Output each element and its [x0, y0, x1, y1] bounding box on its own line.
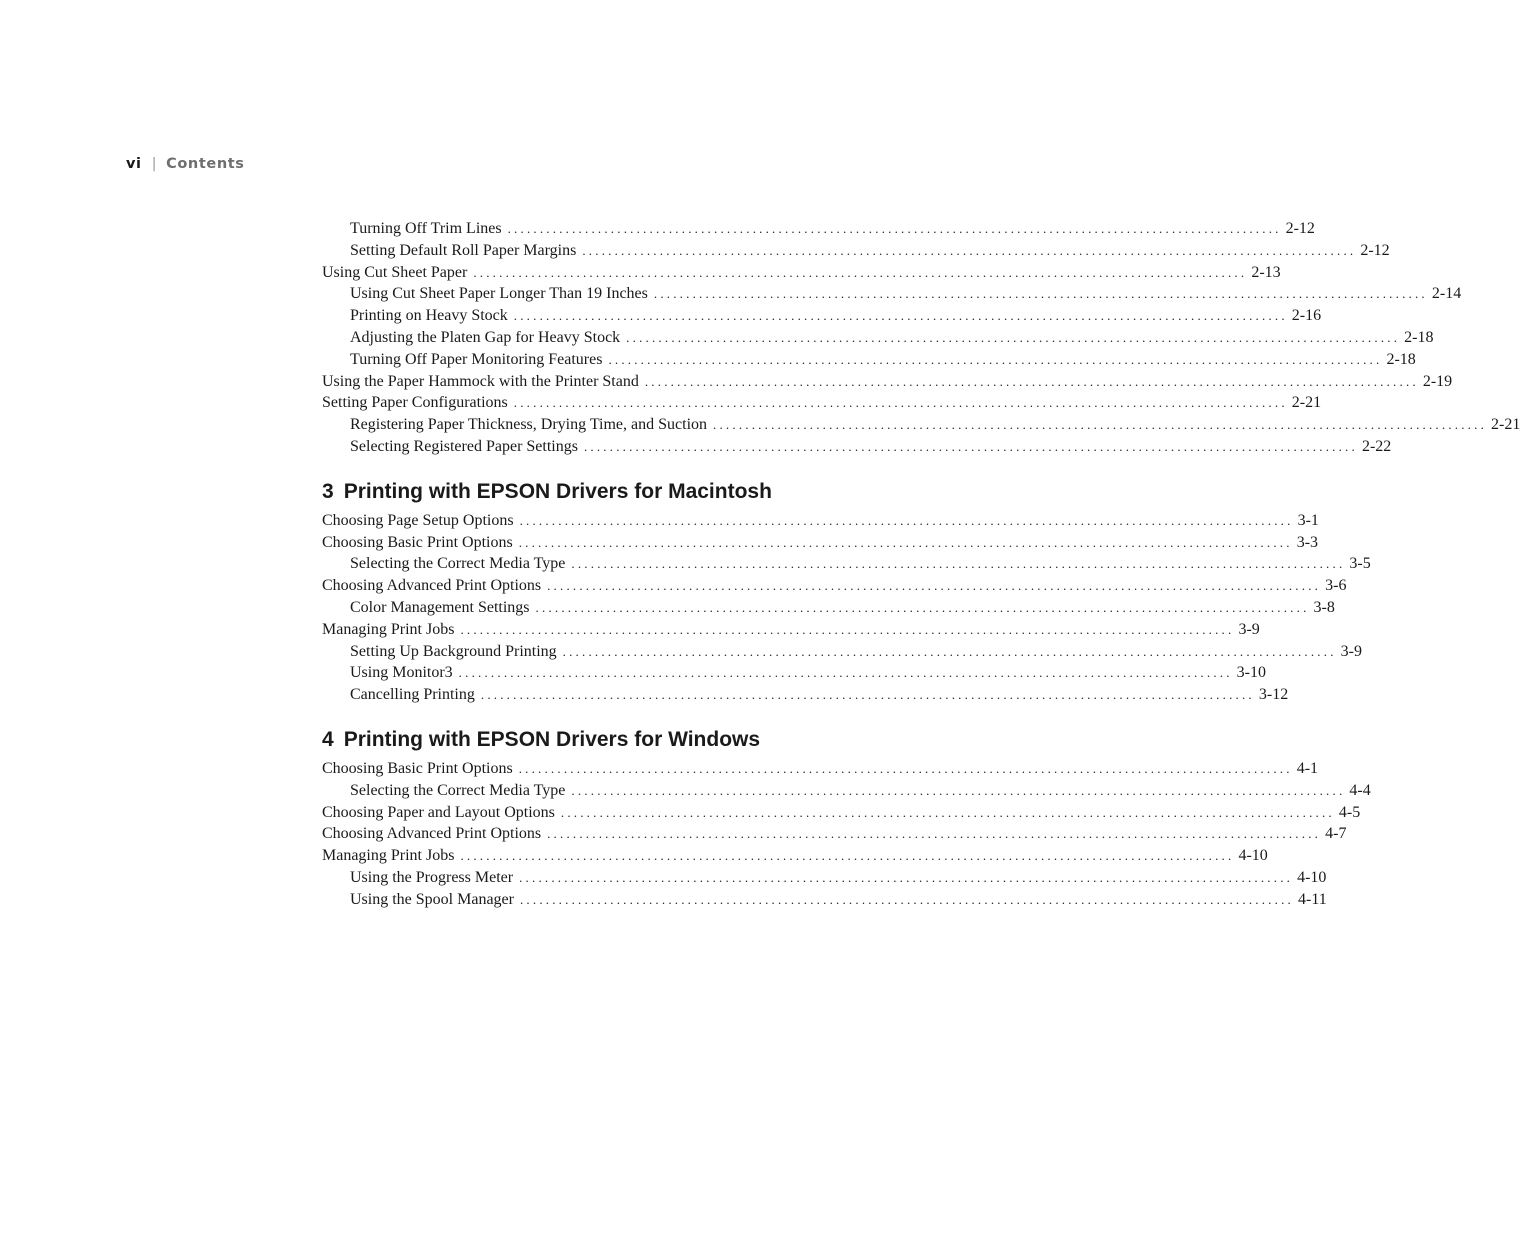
toc-entry-page: 3-12 [1258, 686, 1289, 704]
chapter-heading-4[interactable] [322, 708, 817, 760]
toc-entry[interactable] [322, 577, 1347, 599]
toc-entry-page: 3-5 [1349, 555, 1371, 573]
header-separator: | [151, 156, 158, 172]
dot-leader: ........................................................................................................................ [519, 891, 1294, 907]
running-head [126, 154, 245, 174]
toc-entry-page: 2-19 [1422, 372, 1453, 390]
toc-entry-title: Choosing Page Setup Options [322, 511, 514, 529]
toc-entry-page: 2-12 [1285, 220, 1315, 237]
dot-leader: ........................................................................................................................ [513, 308, 1288, 324]
toc-entry-title: Using the Spool Manager [350, 890, 514, 908]
toc-entry[interactable] [322, 328, 1434, 351]
dot-leader: ........................................................................................................................ [583, 438, 1358, 454]
dot-leader: ........................................................................................................................ [513, 395, 1288, 411]
toc-entry[interactable] [322, 263, 1281, 286]
dot-leader: ........................................................................................................................ [535, 599, 1310, 615]
toc-entry-page: 2-14 [1431, 285, 1462, 303]
section-name: Contents [166, 156, 245, 172]
dot-leader: ........................................................................................................................ [460, 848, 1235, 864]
toc-entry-page: 2-12 [1360, 241, 1390, 259]
toc-entry-title: Setting Paper Configurations [322, 394, 508, 412]
chapter-number: 3 [322, 479, 334, 503]
toc-entry-page: 3-8 [1313, 598, 1335, 616]
dot-leader: ........................................................................................................................ [473, 264, 1248, 280]
toc-entry-page: 2-21 [1291, 394, 1322, 412]
toc-entry-title: Managing Print Jobs [322, 620, 455, 638]
toc-entry[interactable] [322, 664, 1266, 686]
dot-leader: ........................................................................................................................ [713, 417, 1488, 433]
toc-entry-page: 3-1 [1297, 511, 1319, 529]
toc-entry[interactable] [322, 285, 1462, 307]
dot-leader: ........................................................................................................................ [626, 329, 1401, 345]
toc-entry[interactable] [322, 220, 1315, 242]
toc-entry[interactable] [322, 394, 1322, 416]
toc-entry-page: 3-9 [1238, 620, 1260, 638]
toc-entry[interactable] [322, 372, 1453, 395]
toc-entry-title: Using Cut Sheet Paper [322, 263, 468, 281]
toc-entry-title: Using the Paper Hammock with the Printer Stand [322, 372, 639, 390]
toc-entry-title: Setting Default Roll Paper Margins [350, 241, 577, 259]
toc-entry[interactable] [322, 642, 1362, 665]
toc-entry-title: Choosing Basic Print Options [322, 759, 513, 777]
toc-entry[interactable] [322, 686, 1289, 708]
toc-entry-title: Color Management Settings [350, 598, 530, 616]
dot-leader: ........................................................................................................................ [518, 760, 1293, 776]
toc-entry[interactable] [322, 803, 1361, 826]
dot-leader: ........................................................................................................................ [480, 687, 1255, 703]
toc-entry[interactable] [322, 416, 1521, 438]
toc-entry-title: Choosing Advanced Print Options [322, 825, 542, 843]
chapter-title: Printing with EPSON Drivers for Windows [343, 727, 761, 751]
toc-entry-page: 3-10 [1236, 664, 1266, 682]
toc-entry-title: Setting Up Background Printing [350, 642, 557, 660]
toc-entry-page: 3-3 [1296, 533, 1319, 551]
toc-entry[interactable] [322, 350, 1416, 373]
dot-leader: ........................................................................................................................ [562, 643, 1337, 659]
toc-group-chapter-2-continued [322, 220, 1521, 460]
toc-entry-page: 2-13 [1251, 263, 1281, 281]
dot-leader: ........................................................................................................................ [458, 665, 1233, 681]
toc-entry-page: 4-4 [1349, 781, 1371, 799]
toc-entry-title: Managing Print Jobs [322, 847, 455, 865]
toc-entry[interactable] [322, 781, 1371, 804]
toc-entry-page: 2-18 [1386, 350, 1416, 368]
dot-leader: ........................................................................................................................ [571, 556, 1346, 572]
toc-entry[interactable] [322, 759, 1319, 782]
toc-entry-title: Choosing Basic Print Options [322, 533, 513, 551]
toc-entry[interactable] [322, 890, 1327, 913]
toc-entry-page: 4-10 [1297, 868, 1327, 886]
toc-entry-page: 4-7 [1325, 825, 1347, 843]
chapter-number: 4 [322, 727, 334, 751]
toc-entry-title: Cancelling Printing [350, 686, 475, 704]
toc-entry-title: Adjusting the Platen Gap for Heavy Stock [350, 328, 621, 346]
toc-entry-page: 3-6 [1325, 577, 1347, 595]
dot-leader: ........................................................................................................................ [518, 534, 1293, 550]
toc-entry-title: Using Cut Sheet Paper Longer Than 19 Inches [350, 285, 648, 303]
toc-entry-page: 2-16 [1291, 307, 1322, 325]
toc-entry-page: 2-21 [1491, 416, 1521, 434]
toc-entry-title: Selecting the Correct Media Type [350, 781, 566, 799]
toc-group-chapter-3 [322, 511, 1371, 708]
chapter-title: Printing with EPSON Drivers for Macintosh [343, 479, 772, 503]
toc-entry-title: Using the Progress Meter [350, 868, 514, 886]
toc-entry[interactable] [322, 598, 1335, 621]
toc-entry[interactable] [322, 847, 1268, 869]
toc-entry-title: Printing on Heavy Stock [350, 307, 508, 325]
dot-leader: ........................................................................................................................ [653, 286, 1428, 302]
dot-leader: ........................................................................................................................ [547, 826, 1322, 842]
toc-entry[interactable] [322, 437, 1392, 460]
dot-leader: ........................................................................................................................ [519, 512, 1294, 528]
toc-entry[interactable] [322, 620, 1260, 643]
dot-leader: ........................................................................................................................ [582, 242, 1357, 258]
toc-entry[interactable] [322, 825, 1347, 847]
dot-leader: ........................................................................................................................ [507, 221, 1282, 236]
chapter-heading-3[interactable] [322, 460, 817, 512]
toc-entry[interactable] [322, 868, 1327, 891]
toc-entry-page: 4-5 [1338, 803, 1361, 821]
dot-leader: ........................................................................................................................ [571, 782, 1346, 798]
toc-entry[interactable] [322, 241, 1390, 264]
toc-entry-page: 2-22 [1361, 437, 1392, 455]
toc-entry-page: 4-1 [1296, 759, 1319, 777]
toc-entry-page: 4-10 [1238, 847, 1268, 865]
dot-leader: ........................................................................................................................ [560, 804, 1335, 820]
toc-entry-title: Choosing Paper and Layout Options [322, 803, 555, 821]
toc-entry-page: 3-9 [1340, 642, 1362, 660]
toc-entry-title: Registering Paper Thickness, Drying Time, and Suction [350, 416, 708, 434]
page-number: vi [126, 156, 142, 172]
toc-entry[interactable] [322, 533, 1319, 556]
toc-entry-title: Selecting the Correct Media Type [350, 555, 566, 573]
dot-leader: ........................................................................................................................ [460, 621, 1235, 637]
dot-leader: ........................................................................................................................ [608, 351, 1383, 367]
toc-entry-title: Selecting Registered Paper Settings [350, 437, 578, 455]
toc-entry[interactable] [322, 555, 1371, 577]
toc-entry-page: 2-18 [1404, 328, 1434, 346]
toc-entry-title: Using Monitor3 [350, 664, 453, 682]
toc-entry-title: Turning Off Paper Monitoring Features [350, 350, 603, 368]
dot-leader: ........................................................................................................................ [644, 373, 1419, 389]
toc-group-chapter-4 [322, 759, 1371, 913]
dot-leader: ........................................................................................................................ [519, 869, 1294, 885]
toc-entry-title: Choosing Advanced Print Options [322, 577, 542, 595]
toc-entry[interactable] [322, 307, 1322, 329]
dot-leader: ........................................................................................................................ [547, 578, 1322, 594]
toc-entry-page: 4-11 [1297, 890, 1327, 908]
toc-entry[interactable] [322, 511, 1319, 534]
toc-entry-title: Turning Off Trim Lines [350, 220, 502, 237]
table-of-contents [322, 220, 1521, 913]
